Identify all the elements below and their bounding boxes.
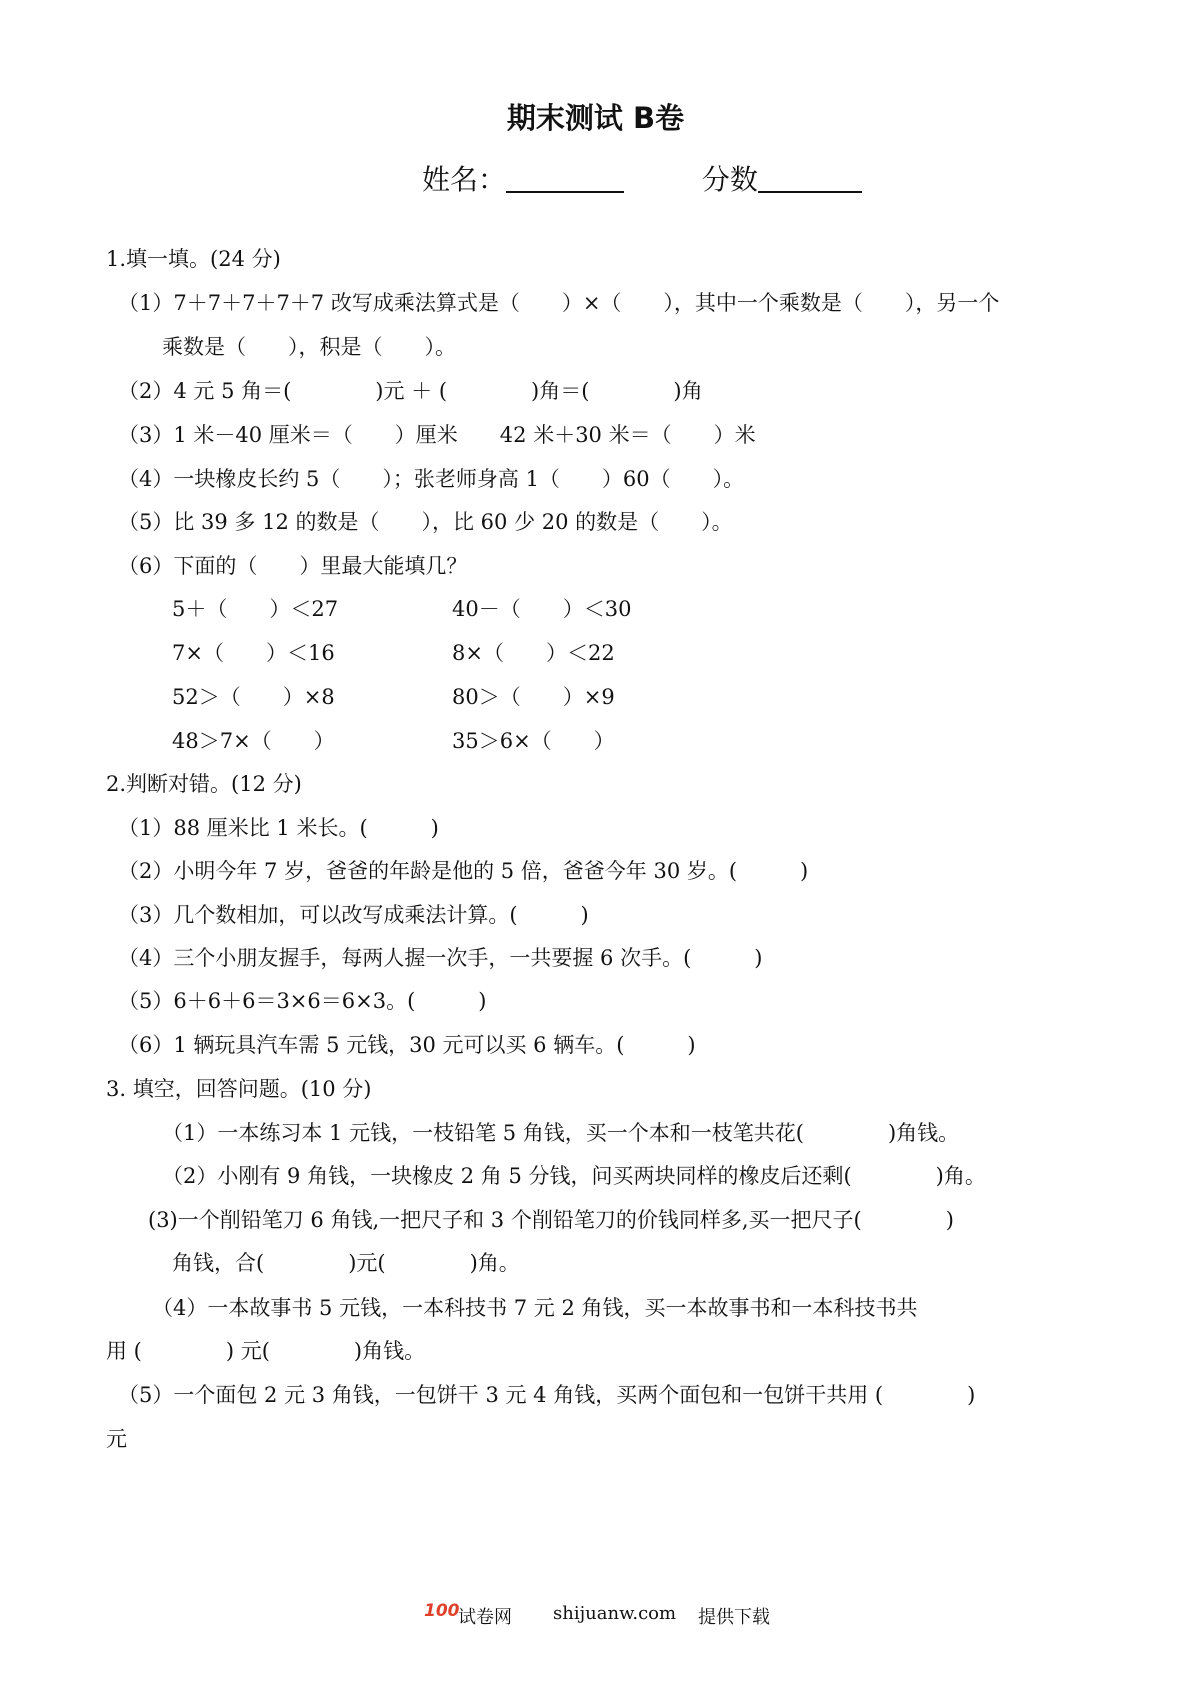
compare-left: 52＞（ ）×8: [172, 685, 335, 709]
section-1-heading: 1.填一填。(24 分): [106, 247, 281, 271]
s2-item: （2）小明今年 7 岁，爸爸的年龄是他的 5 倍，爸爸今年 30 岁。( ): [118, 859, 809, 883]
s2-item: （6）1 辆玩具汽车需 5 元钱，30 元可以买 6 辆车。( ): [118, 1033, 696, 1057]
s1-question-6: （6）下面的（ ）里最大能填几？: [118, 554, 468, 578]
s1-question-5: （5）比 39 多 12 的数是（ ），比 60 少 20 的数是（ ）。: [118, 510, 733, 534]
logo-mark: 100: [424, 1601, 460, 1621]
compare-right: 35＞6×（ ）: [452, 729, 615, 753]
s1-question-4: （4）一块橡皮长约 5（ ）；张老师身高 1（ ）60（ ）。: [118, 467, 745, 491]
s3-question-3-cont: 角钱，合( )元( )角。: [172, 1251, 520, 1275]
s1-question-3: （3）1 米－40 厘米＝（ ）厘米 42 米＋30 米＝（ ）米: [118, 423, 756, 447]
compare-right: 80＞（ ）×9: [452, 685, 615, 709]
site-link[interactable]: shijuanw.com: [553, 1603, 677, 1624]
s3-question-4-cont: 用 ( ) 元( )角钱。: [106, 1339, 426, 1363]
name-label: 姓名：: [422, 163, 507, 196]
s3-question-5: （5）一个面包 2 元 3 角钱，一包饼干 3 元 4 角钱，买两个面包和一包饼干共用 ( ): [118, 1383, 976, 1407]
compare-right: 40－（ ）＜30: [452, 597, 632, 621]
s3-question-4: （4）一本故事书 5 元钱，一本科技书 7 元 2 角钱，买一本故事书和一本科技书共: [152, 1296, 918, 1320]
section-3-heading: 3. 填空，回答问题。(10 分): [106, 1077, 372, 1101]
name-blank[interactable]: [506, 161, 624, 193]
s3-question-2: （2）小刚有 9 角钱，一块橡皮 2 角 5 分钱，问买两块同样的橡皮后还剩( )角。: [162, 1164, 986, 1188]
section-2-heading: 2.判断对错。(12 分): [106, 772, 302, 796]
logo-text: 试卷网: [458, 1607, 512, 1628]
page-title: 期末测试 B卷: [506, 101, 685, 135]
s1-question-1-cont: 乘数是（ ），积是（ ）。: [162, 335, 456, 359]
compare-left: 7×（ ）＜16: [172, 641, 335, 665]
s1-question-1: （1）7＋7＋7＋7＋7 改写成乘法算式是（ ）×（ ），其中一个乘数是（ ），另一个: [118, 291, 1000, 315]
s2-item: （3）几个数相加，可以改写成乘法计算。( ): [118, 903, 589, 927]
s3-question-3: (3)一个削铅笔刀 6 角钱,一把尺子和 3 个削铅笔刀的价钱同样多,买一把尺子( ): [148, 1208, 954, 1232]
s1-question-2: （2）4 元 5 角＝( )元 ＋ ( )角＝( )角: [118, 379, 703, 403]
score-label: 分数: [701, 163, 758, 196]
compare-left: 48＞7×（ ）: [172, 729, 335, 753]
compare-left: 5＋（ ）＜27: [172, 597, 339, 621]
s2-item: （4）三个小朋友握手，每两人握一次手，一共要握 6 次手。( ): [118, 946, 763, 970]
s3-question-5-cont: 元: [106, 1427, 127, 1451]
s3-question-1: （1）一本练习本 1 元钱，一枝铅笔 5 角钱，买一个本和一枝笔共花( )角钱。: [162, 1121, 960, 1145]
provide-download-text: 提供下载: [698, 1607, 770, 1628]
student-info: [422, 158, 862, 198]
score-blank[interactable]: [758, 161, 862, 193]
s2-item: （1）88 厘米比 1 米长。( ): [118, 816, 439, 840]
compare-right: 8×（ ）＜22: [452, 641, 615, 665]
s2-item: （5）6＋6＋6＝3×6＝6×3。( ): [118, 989, 487, 1013]
